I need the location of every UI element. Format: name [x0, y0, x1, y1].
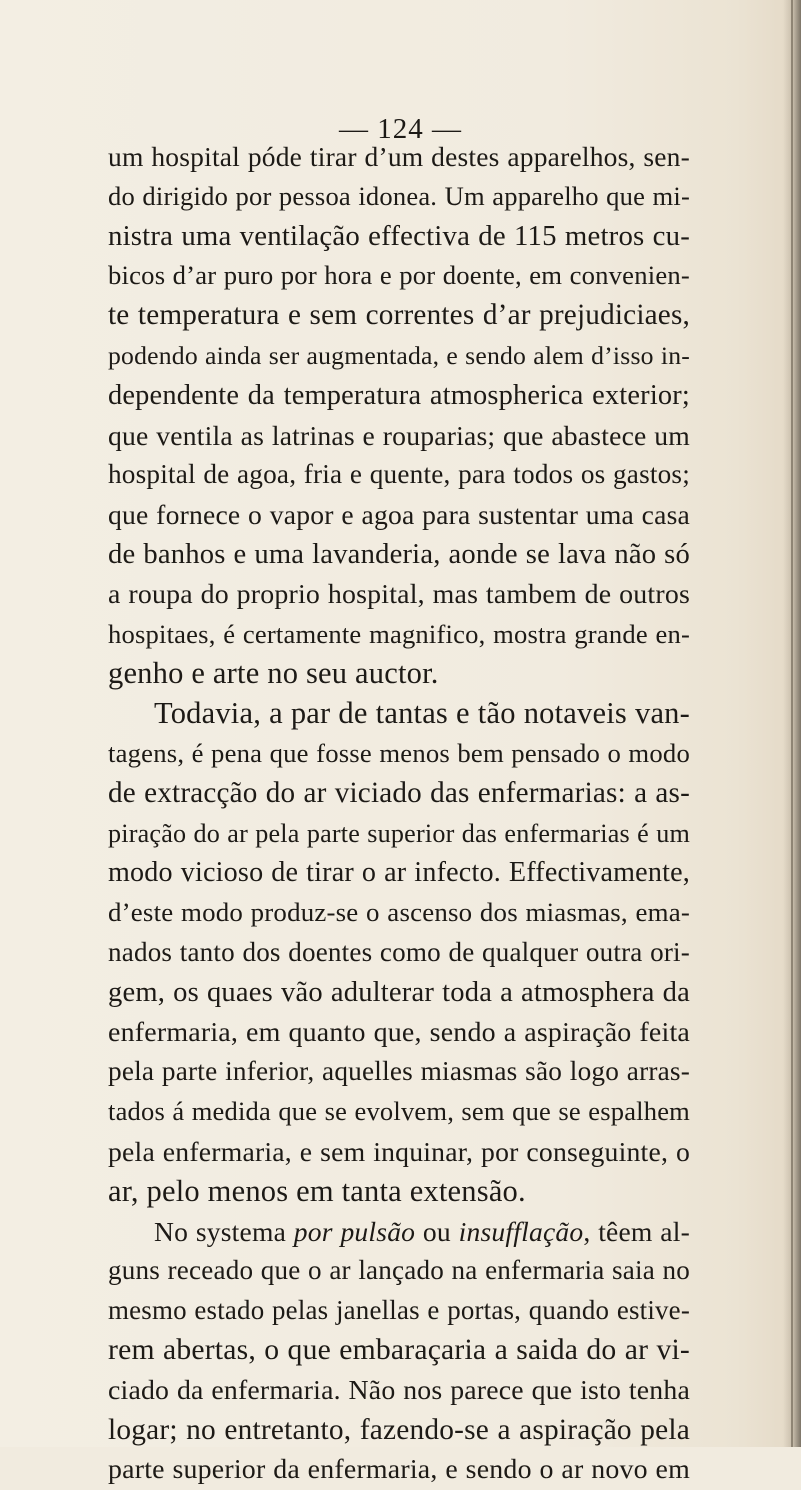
text-line: te temperatura e sem correntes d’ar prejudiciaes, [108, 299, 690, 332]
text-line: mesmo estado pelas janellas e portas, quando estive- [108, 1295, 690, 1326]
text-line: logar; no entretanto, fazendo-se a aspiração pela [108, 1413, 690, 1446]
italic-term-insufflacao: insufflação [458, 1215, 584, 1247]
text-line: pela enfermaria, e sem inquinar, por conseguinte, o [108, 1135, 690, 1167]
text-line: gem, os quaes vão adulterar toda a atmosphera da [108, 976, 690, 1008]
text-line: podendo ainda ser augmentada, e sendo alem d’isso in- [108, 340, 690, 370]
text-line: guns receado que o ar lançado na enfermaria saia no [108, 1255, 690, 1286]
text-line: de banhos e uma lavanderia, aonde se lava não só [108, 538, 690, 570]
text-line: parte superior da enfermaria, e sendo o ar novo em [108, 1454, 690, 1486]
text-line: piração do ar pela parte superior das enfermarias é um [108, 818, 690, 848]
text-line: a roupa do proprio hospital, mas tambem de outros [108, 578, 690, 610]
text-line-paragraph-end: genho e arte no seu auctor. [108, 656, 439, 691]
body-text [108, 137, 690, 1490]
page-number: — 124 — [339, 113, 462, 145]
text-fragment: No systema [154, 1215, 294, 1247]
text-line: de extracção do ar viciado das enfermarias: a as- [108, 776, 690, 809]
text-line: nistra uma ventilação effectiva de 115 metros cu- [108, 219, 690, 252]
text-line: nados tanto dos doentes como de qualquer outra ori- [108, 936, 690, 967]
text-line: um hospital póde tirar d’um destes apparelhos, sen- [108, 141, 690, 172]
text-line-paragraph-start [108, 1212, 690, 1252]
text-line: enfermaria, em quanto que, sendo a aspiração feita [108, 1016, 690, 1048]
text-line: tagens, é pena que fosse menos bem pensado o modo [108, 737, 690, 768]
text-line: dependente da temperatura atmospherica exterior; [108, 379, 690, 411]
italic-term-por-pulsao: por pulsão [293, 1215, 416, 1247]
text-line: pela parte inferior, aquelles miasmas são logo arras- [108, 1056, 690, 1087]
text-line: bicos d’ar puro por hora e por doente, em convenien- [108, 260, 690, 291]
page-edge-line [791, 0, 793, 1447]
text-line: tados á medida que se evolvem, sem que se espalhem [108, 1096, 690, 1127]
text-fragment: , têem al- [583, 1215, 690, 1247]
text-line: hospital de agoa, fria e quente, para todos os gastos; [108, 459, 690, 490]
text-fragment: ou [415, 1215, 459, 1247]
text-line: do dirigido por pessoa idonea. Um apparelho que mi- [108, 180, 690, 211]
text-line: d’este modo produz-se o ascenso dos miasmas, ema- [108, 897, 690, 928]
text-line: hospitaes, é certamente magnifico, mostra grande en- [108, 618, 690, 649]
text-line: modo vicioso de tirar o ar infecto. Effectivamente, [108, 857, 690, 889]
text-line: rem abertas, o que embaraçaria a saida do ar vi- [108, 1333, 690, 1366]
text-line-paragraph-end: ar, pelo menos em tanta extensão. [108, 1173, 526, 1208]
text-line: ciado da enfermaria. Não nos parece que isto tenha [108, 1374, 690, 1406]
text-line: que ventila as latrinas e rouparias; que abastece um [108, 419, 690, 451]
text-line-paragraph-start: Todavia, a par de tantas e tão notaveis van- [154, 696, 690, 731]
text-line: que fornece o vapor e agoa para sustentar uma casa [108, 499, 690, 531]
